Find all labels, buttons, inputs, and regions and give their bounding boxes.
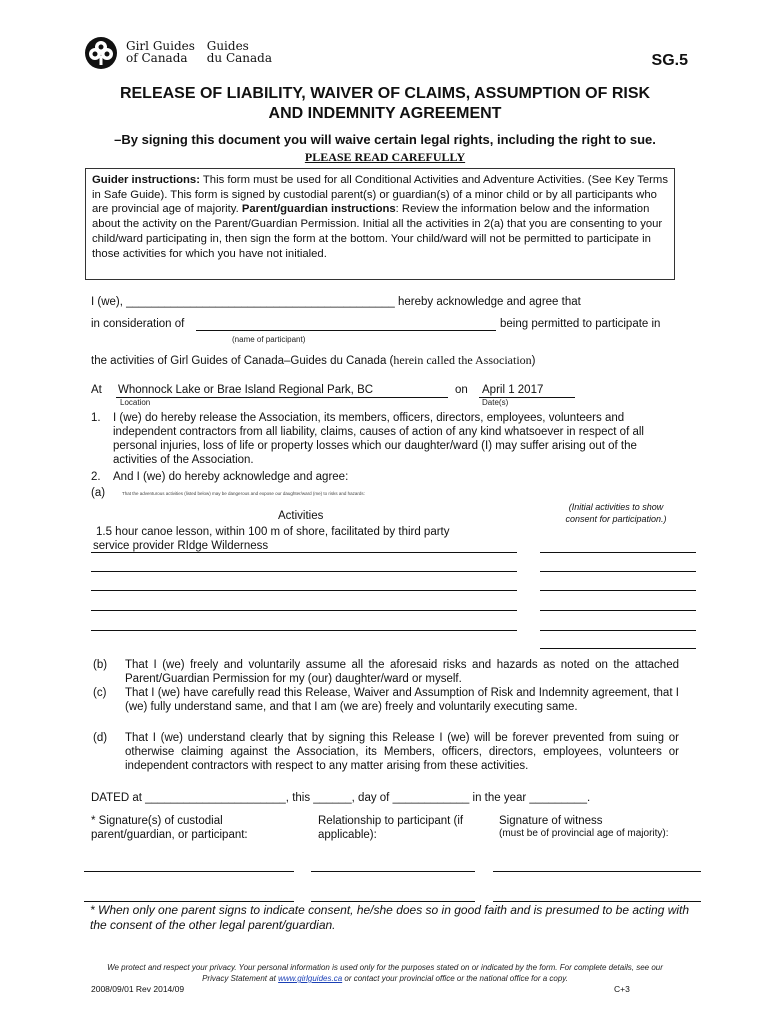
relationship-label: Relationship to participant (if applicable):	[318, 815, 464, 841]
trefoil-logo-icon	[84, 36, 118, 70]
activity-field-5[interactable]	[91, 630, 517, 631]
signature-parent-label: * Signature(s) of custodial parent/guardian, or participant:	[91, 815, 248, 841]
item-c: That I (we) have carefully read this Release, Waiver and Assumption of Risk and Indemnity agreement, that I (we) fully understand same, and that I am (we are) freely and voluntarily executing same.	[125, 687, 679, 713]
witness-label: Signature of witness	[499, 815, 603, 827]
instructions-box: Guider instructions: This form must be used for all Conditional Activities and Adventure Activities. (See Key Terms in Safe Guide). This form is signed by custodial parent(s) or guardian(s) of a minor child or by all participants who are provincial age of majority. Parent/guardian instructions: Review the information below and the information about the activity on the Parent/Guardian Permission. Initial all the activities in 2(a) that you are consenting to your child/ward participating in, then sign the form at the bottom. Your child/ward will not be permitted to participate in those activities for which you have not initialed.	[85, 168, 675, 280]
location-value[interactable]: Whonnock Lake or Brae Island Regional Park, BC	[118, 384, 374, 396]
date-caption: Date(s)	[482, 398, 509, 407]
relationship-field-2[interactable]	[311, 901, 475, 902]
signature-parent-field-1[interactable]	[84, 871, 294, 872]
location-caption: Location	[120, 398, 151, 407]
initial-field-6[interactable]	[540, 648, 696, 649]
item-2-number: 2.	[91, 471, 101, 483]
signature-parent-field-2[interactable]	[84, 901, 294, 902]
please-read: PLEASE READ CAREFULLY	[304, 150, 466, 164]
location-underline	[116, 397, 448, 398]
witness-field-2[interactable]	[493, 901, 701, 902]
item-c-label: (c)	[93, 687, 107, 699]
participant-name-field[interactable]	[196, 330, 496, 331]
item-b-label: (b)	[93, 659, 108, 671]
activity-field-4[interactable]	[91, 610, 517, 611]
relationship-field-1[interactable]	[311, 871, 475, 872]
item-2: And I (we) do hereby acknowledge and agree:	[113, 471, 349, 483]
witness-note: (must be of provincial age of majority):	[499, 828, 669, 839]
on-label: on	[455, 384, 468, 396]
item-d: That I (we) understand clearly that by signing this Release I (we) will be forever prevented from suing or otherwise claiming against the Association, its Members, officers, directors, employees, volunteers or independent contractors with respect to any matter arising from these activities.	[125, 732, 679, 772]
item-a-label: (a)	[91, 487, 106, 499]
activity-line-2: service provider RIdge Wilderness	[93, 540, 269, 552]
consideration-label: in consideration of	[91, 318, 185, 330]
subtitle: –By signing this document you will waive certain legal rights, including the right to sue.	[114, 132, 656, 147]
initial-field-1[interactable]	[540, 552, 696, 553]
date-value[interactable]: April 1 2017	[482, 384, 544, 396]
activities-line: the activities of Girl Guides of Canada–Guides du Canada (herein called the Association)	[91, 353, 536, 367]
footnote: * When only one parent signs to indicate consent, he/she does so in good faith and is presumed to be acting with the consent of the other legal parent/guardian.	[90, 903, 690, 932]
privacy-statement: We protect and respect your privacy. Your personal information is used only for the purposes stated on or indicated by the form. For complete details, see our Privacy Statement at www.girlguides.ca or contact your provincial office or the national office for a copy.	[107, 963, 663, 983]
item-b: That I (we) freely and voluntarily assume all the aforesaid risks and hazards as noted on the attached Parent/Guardian Permission for my (our) daughter/ward or myself.	[125, 659, 679, 685]
revision: 2008/09/01 Rev 2014/09	[91, 984, 185, 994]
at-label: At	[91, 384, 102, 396]
dated-line: DATED at ______________________, this ______, day of ____________ in the year _________.	[91, 792, 591, 804]
activity-field-1[interactable]	[91, 552, 517, 553]
activities-heading: Activities	[278, 510, 324, 522]
item-d-label: (d)	[93, 732, 108, 744]
initial-field-2[interactable]	[540, 571, 696, 572]
activity-line-1: 1.5 hour canoe lesson, within 100 m of shore, facilitated by third party	[96, 526, 450, 538]
page-code: C+3	[614, 984, 630, 994]
we-line: I (we), __________________________________________ hereby acknowledge and agree that	[91, 296, 581, 308]
initial-field-4[interactable]	[540, 610, 696, 611]
logo	[84, 36, 284, 72]
name-caption: (name of participant)	[232, 335, 306, 344]
item-1: I (we) do hereby release the Association, its members, officers, directors, employees, volunteers and independent contractors from all liability, claims, causes of action of any kind whatsoever in respect of all personal injuries, loss of life or property losses which our daughter/ward (I) may suffer arising out of the activities of the Association.	[113, 412, 644, 466]
document-title: RELEASE OF LIABILITY, WAIVER OF CLAIMS, ASSUMPTION OF RISK AND INDEMNITY AGREEMENT	[119, 85, 651, 122]
activity-field-3[interactable]	[91, 590, 517, 591]
initial-note: (Initial activities to show consent for participation.)	[565, 502, 667, 524]
form-code: SG.5	[651, 52, 688, 69]
privacy-link[interactable]: www.girlguides.ca	[278, 974, 343, 983]
logo-text: Girl Guides of Canada Guides du Canada	[126, 39, 273, 65]
initial-field-3[interactable]	[540, 590, 696, 591]
consideration-tail: being permitted to participate in	[500, 318, 661, 330]
initial-field-5[interactable]	[540, 630, 696, 631]
item-1-number: 1.	[91, 412, 101, 424]
item-a-text: That the adventurous activities (listed below) may be dangerous and expose our daughter/ward (me) to risks and hazards:	[122, 491, 365, 496]
activity-field-2[interactable]	[91, 571, 517, 572]
witness-field-1[interactable]	[493, 871, 701, 872]
